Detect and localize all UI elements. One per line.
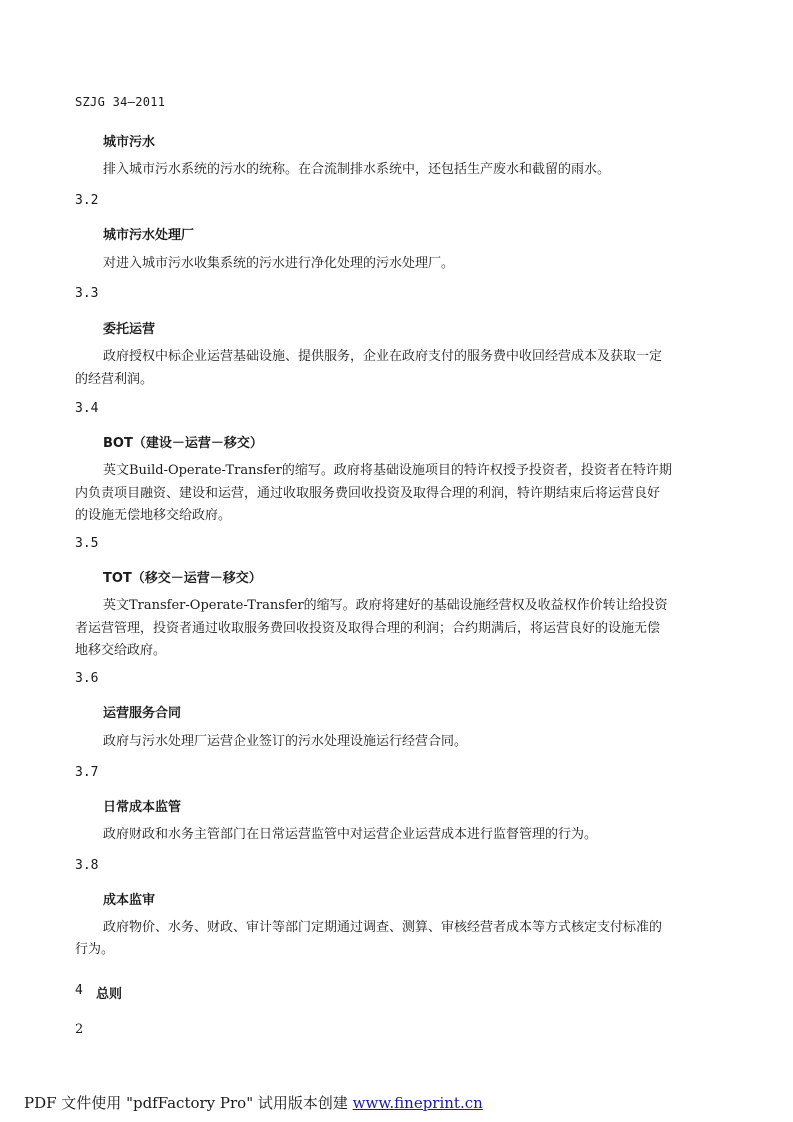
clause-number: 3.4: [75, 401, 99, 416]
pdf-footer: [24, 1092, 483, 1113]
clause-number: 3.3: [75, 286, 99, 301]
definition-line: 行为。: [75, 942, 115, 957]
clause-number: 3.2: [75, 193, 99, 208]
definition-line: 政府授权中标企业运营基础设施、提供服务，企业在政府支付的服务费中收回经营成本及获取一定: [103, 349, 663, 364]
term-definition: 政府财政和水务主管部门在日常运营监管中对运营企业运营成本进行监督管理的行为。: [103, 827, 598, 842]
term-heading: 委托运营: [103, 322, 156, 337]
term-heading: 日常成本监管: [103, 800, 182, 815]
term-definition: 对进入城市污水收集系统的污水进行净化处理的污水处理厂。: [103, 256, 455, 271]
footer-link[interactable]: www.fineprint.cn: [352, 1094, 483, 1112]
footer-text: PDF 文件使用 "pdfFactory Pro" 试用版本创建: [24, 1094, 353, 1112]
clause-number: 3.7: [75, 765, 99, 780]
term-heading: TOT（移交－运营－移交）: [103, 571, 262, 586]
term-heading: 城市污水: [103, 135, 156, 150]
term-heading: 成本监审: [103, 893, 156, 908]
definition-line: 者运营管理，投资者通过收取服务费回收投资及取得合理的利润；合约期满后，将运营良好的设施无偿: [75, 621, 661, 636]
term-definition: 政府与污水处理厂运营企业签订的污水处理设施运行经营合同。: [103, 734, 468, 749]
definition-line: 地移交给政府。: [75, 643, 167, 658]
term-definition: 排入城市污水系统的污水的统称。在合流制排水系统中，还包括生产废水和截留的雨水。: [103, 162, 611, 177]
clause-number: 3.8: [75, 858, 99, 873]
term-heading: BOT（建设－运营－移交）: [103, 436, 263, 451]
section-number: 4: [75, 983, 83, 998]
page-number: 2: [75, 1022, 84, 1037]
term-heading: 运营服务合同: [103, 706, 182, 721]
definition-line: 英文Transfer-Operate-Transfer的缩写。政府将建好的基础设施经营权及收益权作价转让给投资: [103, 598, 668, 613]
section-title: 总则: [96, 987, 123, 1002]
definition-line: 英文Build-Operate-Transfer的缩写。政府将基础设施项目的特许权授予投资者，投资者在特许期: [103, 463, 672, 478]
clause-number: 3.5: [75, 536, 99, 551]
definition-line: 的设施无偿地移交给政府。: [75, 508, 232, 523]
definition-line: 政府物价、水务、财政、审计等部门定期通过调查、测算、审核经营者成本等方式核定支付标准的: [103, 920, 663, 935]
definition-line: 的经营利润。: [75, 372, 154, 387]
standard-code: SZJG 34—2011: [75, 95, 166, 109]
definition-line: 内负责项目融资、建设和运营，通过收取服务费回收投资及取得合理的利润，特许期结束后将运营良好: [75, 486, 661, 501]
clause-number: 3.6: [75, 671, 99, 686]
term-heading: 城市污水处理厂: [103, 228, 195, 243]
